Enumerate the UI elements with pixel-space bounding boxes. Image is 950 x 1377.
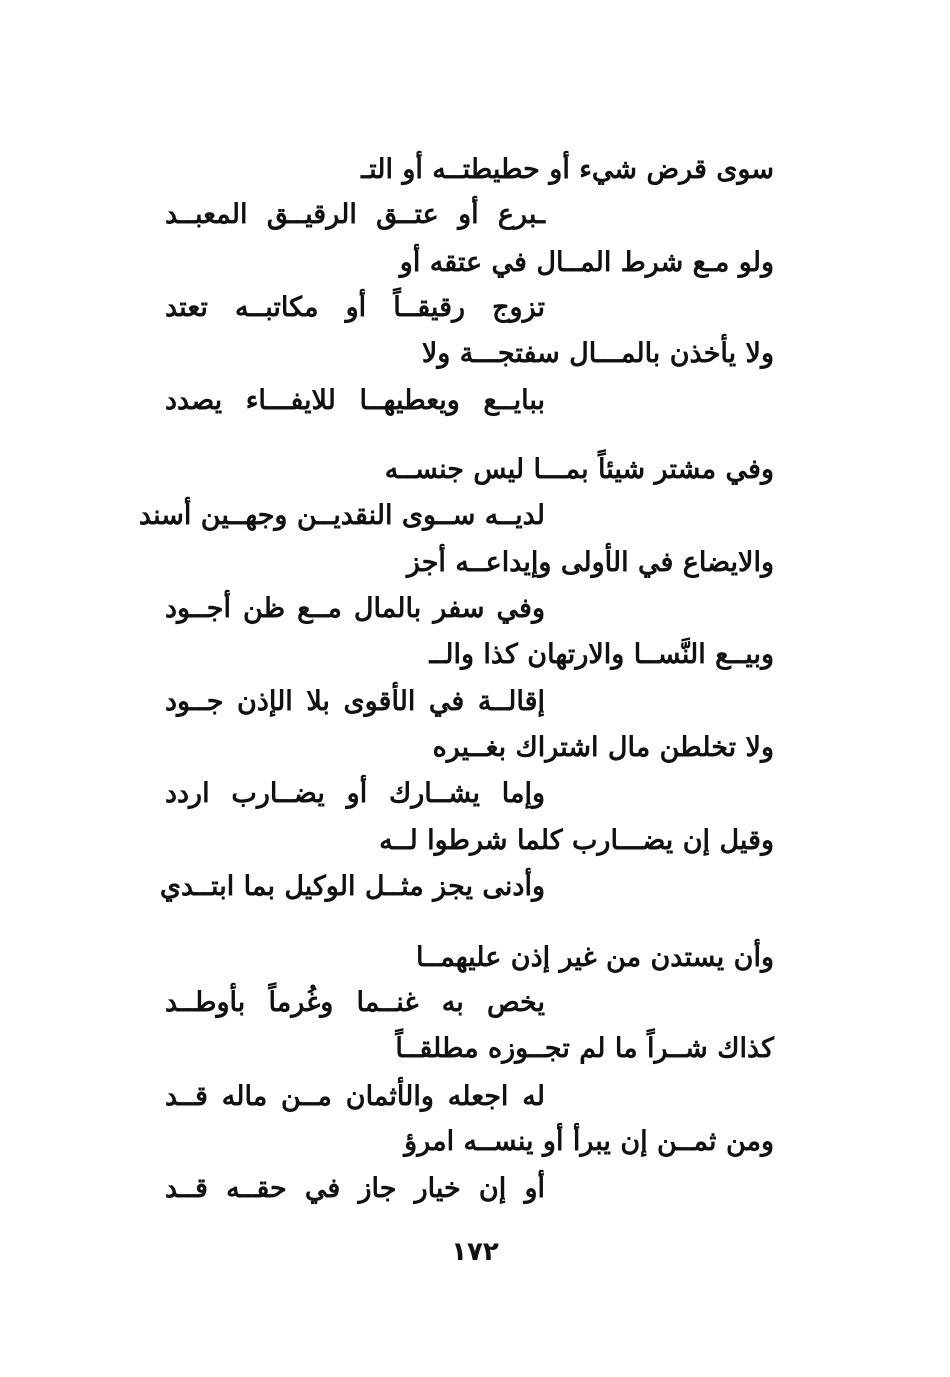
verse-line: ولو مـع شرط المــال في عتقه أو [399,247,774,278]
verse-line: ببايــع ويعطيهــا للايفـــاء يصدد [165,385,545,416]
verse-line: لديــه ســوى النقديــن وجهــين أسند [138,500,545,531]
verse-line: إقالــة في الأقوى بلا الإذن جــود [165,686,545,717]
verse-line: وأن يستدن من غير إذن عليهمــا [416,942,774,973]
verse-line: والايضاع في الأولى وإيداعــه أجز [406,547,774,578]
verse-line: وقيل إن يضـــارب كلما شرطوا لــه [379,825,774,856]
verse-line: وأدنى يجز مثــل الوكيل بما ابتــدي [159,871,545,902]
verse-line: وإما يشــارك أو يضــارب اردد [165,778,545,809]
verse-line: ولا يأخذن بالمـــال سفتجـــة ولا [421,338,774,369]
verse-line: كذاك شــراً ما لم تجــوزه مطلقــاً [395,1033,774,1064]
page-number: ١٧٢ [451,1237,499,1267]
verse-line: ـبرع أو عتــق الرقيــق المعبــد [165,199,545,230]
verse-line: وفي سفر بالمال مــع ظن أجــود [165,593,545,624]
verse-line: ومن ثمــن إن يبرأ أو ينســه امرؤ [404,1126,774,1157]
verse-line: ولا تخلطن مال اشتراك بغــيره [432,732,774,763]
verse-line: له اجعله والأثمان مــن ماله قــد [165,1081,545,1112]
verse-line: تزوج رقيقــاً أو مكاتبــه تعتد [165,292,545,323]
verse-line: وفي مشتر شيئاً بمـــا ليس جنســه [384,454,774,485]
verse-line: أو إن خيار جاز في حقــه قــد [165,1173,545,1204]
verse-line: وبيــع النَّســا والارتهان كذا والــ [429,639,774,670]
verse-line: سوى قرض شيء أو حطيطتــه أو التـ [361,154,774,185]
verse-line: يخص به غنــما وغُرماً بأوطــد [165,987,545,1018]
